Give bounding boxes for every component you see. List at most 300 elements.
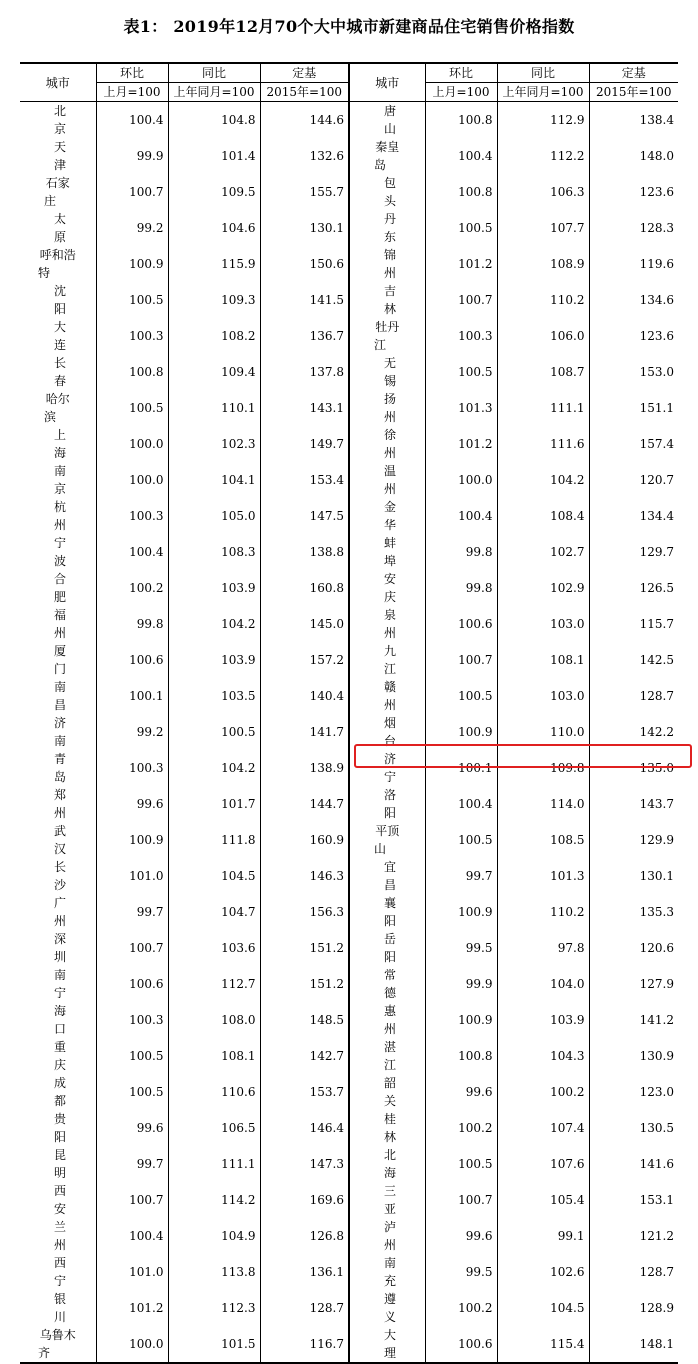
- cell-right-tongbi: 107.4: [497, 1110, 589, 1146]
- cell-left-dingji: 153.7: [260, 1074, 349, 1110]
- cell-right-huanbi: 100.4: [425, 786, 497, 822]
- cell-right-dingji: 120.7: [589, 462, 678, 498]
- cell-right-tongbi: 102.6: [497, 1254, 589, 1290]
- cell-right-huanbi: 100.6: [425, 1326, 497, 1363]
- cell-left-dingji: 130.1: [260, 210, 349, 246]
- header-huanbi-right: 环比: [425, 63, 497, 83]
- cell-left-city: 银川: [20, 1290, 96, 1326]
- cell-left-huanbi: 100.6: [96, 966, 168, 1002]
- cell-left-tongbi: 103.9: [168, 642, 260, 678]
- cell-left-city: 上海: [20, 426, 96, 462]
- cell-right-tongbi: 106.3: [497, 174, 589, 210]
- cell-left-dingji: 155.7: [260, 174, 349, 210]
- cell-left-city: 昆明: [20, 1146, 96, 1182]
- cell-left-dingji: 128.7: [260, 1290, 349, 1326]
- table-row: [20, 750, 678, 786]
- cell-right-city: 岳阳: [349, 930, 425, 966]
- cell-right-huanbi: 100.9: [425, 714, 497, 750]
- cell-left-tongbi: 112.7: [168, 966, 260, 1002]
- cell-left-dingji: 151.2: [260, 966, 349, 1002]
- cell-left-dingji: 148.5: [260, 1002, 349, 1038]
- cell-left-huanbi: 100.4: [96, 534, 168, 570]
- cell-right-city: 泸州: [349, 1218, 425, 1254]
- cell-right-huanbi: 100.4: [425, 498, 497, 534]
- cell-left-tongbi: 108.2: [168, 318, 260, 354]
- cell-right-city: 湛江: [349, 1038, 425, 1074]
- cell-right-city: 赣州: [349, 678, 425, 714]
- subheader-dingji-right: 2015年=100: [589, 83, 678, 102]
- cell-left-tongbi: 109.3: [168, 282, 260, 318]
- cell-left-dingji: 142.7: [260, 1038, 349, 1074]
- cell-right-tongbi: 108.5: [497, 822, 589, 858]
- cell-left-dingji: 140.4: [260, 678, 349, 714]
- cell-left-dingji: 160.9: [260, 822, 349, 858]
- table-row: [20, 966, 678, 1002]
- table-row: [20, 354, 678, 390]
- cell-right-tongbi: 107.6: [497, 1146, 589, 1182]
- cell-left-dingji: 136.1: [260, 1254, 349, 1290]
- cell-right-huanbi: 100.9: [425, 894, 497, 930]
- cell-left-dingji: 143.1: [260, 390, 349, 426]
- table-row: [20, 246, 678, 282]
- cell-left-huanbi: 100.5: [96, 390, 168, 426]
- cell-left-city: 济南: [20, 714, 96, 750]
- cell-right-dingji: 138.4: [589, 102, 678, 139]
- header-dingji-right: 定基: [589, 63, 678, 83]
- cell-left-city: 武汉: [20, 822, 96, 858]
- table-row: [20, 1146, 678, 1182]
- cell-left-city: 南宁: [20, 966, 96, 1002]
- cell-right-city: 扬州: [349, 390, 425, 426]
- cell-left-tongbi: 108.0: [168, 1002, 260, 1038]
- cell-left-city: 沈阳: [20, 282, 96, 318]
- cell-right-tongbi: 101.3: [497, 858, 589, 894]
- cell-left-huanbi: 100.8: [96, 354, 168, 390]
- cell-left-tongbi: 103.5: [168, 678, 260, 714]
- cell-left-huanbi: 99.9: [96, 138, 168, 174]
- cell-right-tongbi: 110.2: [497, 894, 589, 930]
- table-row: [20, 858, 678, 894]
- cell-left-huanbi: 100.6: [96, 642, 168, 678]
- cell-right-city: 襄阳: [349, 894, 425, 930]
- cell-right-tongbi: 112.2: [497, 138, 589, 174]
- table-row: [20, 570, 678, 606]
- cell-right-dingji: 142.2: [589, 714, 678, 750]
- cell-left-tongbi: 112.3: [168, 1290, 260, 1326]
- cell-right-city: 吉林: [349, 282, 425, 318]
- cell-left-dingji: 147.5: [260, 498, 349, 534]
- table-row: [20, 822, 678, 858]
- cell-left-city: 兰州: [20, 1218, 96, 1254]
- cell-left-tongbi: 104.7: [168, 894, 260, 930]
- cell-right-dingji: 123.6: [589, 174, 678, 210]
- cell-right-tongbi: 115.4: [497, 1326, 589, 1363]
- table-row: [20, 210, 678, 246]
- cell-left-city: 太原: [20, 210, 96, 246]
- cell-left-city: 哈尔滨: [20, 390, 96, 426]
- cell-right-dingji: 119.6: [589, 246, 678, 282]
- cell-left-city: 广州: [20, 894, 96, 930]
- cell-left-dingji: 153.4: [260, 462, 349, 498]
- cell-left-city: 青岛: [20, 750, 96, 786]
- cell-right-tongbi: 111.6: [497, 426, 589, 462]
- cell-left-huanbi: 100.3: [96, 498, 168, 534]
- cell-left-city: 乌鲁木齐: [20, 1326, 96, 1363]
- cell-left-dingji: 126.8: [260, 1218, 349, 1254]
- cell-right-dingji: 129.7: [589, 534, 678, 570]
- cell-left-dingji: 146.3: [260, 858, 349, 894]
- cell-left-city: 贵阳: [20, 1110, 96, 1146]
- cell-left-tongbi: 110.6: [168, 1074, 260, 1110]
- cell-right-dingji: 151.1: [589, 390, 678, 426]
- table-row: [20, 282, 678, 318]
- cell-left-tongbi: 104.2: [168, 750, 260, 786]
- cell-left-tongbi: 104.8: [168, 102, 260, 139]
- cell-left-huanbi: 100.5: [96, 282, 168, 318]
- cell-left-city: 西安: [20, 1182, 96, 1218]
- header-dingji: 定基: [260, 63, 349, 83]
- cell-left-huanbi: 100.7: [96, 930, 168, 966]
- cell-right-city: 遵义: [349, 1290, 425, 1326]
- cell-left-huanbi: 101.0: [96, 858, 168, 894]
- cell-right-dingji: 115.7: [589, 606, 678, 642]
- cell-right-city: 济宁: [349, 750, 425, 786]
- cell-right-huanbi: 100.9: [425, 1002, 497, 1038]
- cell-right-huanbi: 100.7: [425, 282, 497, 318]
- cell-left-dingji: 132.6: [260, 138, 349, 174]
- table-row: [20, 318, 678, 354]
- cell-left-city: 北京: [20, 102, 96, 139]
- page-title: 表1： 2019年12月70个大中城市新建商品住宅销售价格指数: [123, 17, 575, 36]
- cell-right-huanbi: 100.8: [425, 102, 497, 139]
- cell-left-tongbi: 108.3: [168, 534, 260, 570]
- cell-right-dingji: 130.9: [589, 1038, 678, 1074]
- cell-right-city: 韶关: [349, 1074, 425, 1110]
- subheader-huanbi: 上月=100: [96, 83, 168, 102]
- cell-right-dingji: 157.4: [589, 426, 678, 462]
- cell-left-tongbi: 104.2: [168, 606, 260, 642]
- subheader-tongbi-right: 上年同月=100: [497, 83, 589, 102]
- cell-left-huanbi: 100.3: [96, 750, 168, 786]
- header-tongbi: 同比: [168, 63, 260, 83]
- cell-left-tongbi: 103.9: [168, 570, 260, 606]
- cell-left-huanbi: 99.2: [96, 714, 168, 750]
- cell-left-tongbi: 109.5: [168, 174, 260, 210]
- table-row: [20, 1326, 678, 1363]
- cell-left-huanbi: 100.4: [96, 1218, 168, 1254]
- cell-right-huanbi: 101.2: [425, 246, 497, 282]
- cell-right-tongbi: 110.0: [497, 714, 589, 750]
- cell-right-dingji: 120.6: [589, 930, 678, 966]
- cell-left-city: 大连: [20, 318, 96, 354]
- cell-left-dingji: 144.7: [260, 786, 349, 822]
- cell-right-huanbi: 99.7: [425, 858, 497, 894]
- cell-left-dingji: 141.5: [260, 282, 349, 318]
- cell-right-dingji: 126.5: [589, 570, 678, 606]
- cell-left-dingji: 141.7: [260, 714, 349, 750]
- cell-right-huanbi: 100.6: [425, 606, 497, 642]
- cell-right-dingji: 153.0: [589, 354, 678, 390]
- cell-right-city: 丹东: [349, 210, 425, 246]
- cell-right-tongbi: 108.4: [497, 498, 589, 534]
- cell-right-tongbi: 102.9: [497, 570, 589, 606]
- cell-right-tongbi: 104.5: [497, 1290, 589, 1326]
- cell-right-city: 惠州: [349, 1002, 425, 1038]
- cell-right-huanbi: 100.2: [425, 1110, 497, 1146]
- cell-right-huanbi: 100.4: [425, 138, 497, 174]
- cell-left-huanbi: 99.7: [96, 1146, 168, 1182]
- cell-left-dingji: 116.7: [260, 1326, 349, 1363]
- cell-left-tongbi: 110.1: [168, 390, 260, 426]
- cell-right-huanbi: 100.5: [425, 678, 497, 714]
- cell-left-tongbi: 109.4: [168, 354, 260, 390]
- cell-left-tongbi: 106.5: [168, 1110, 260, 1146]
- cell-right-tongbi: 108.1: [497, 642, 589, 678]
- header-huanbi: 环比: [96, 63, 168, 83]
- subheader-huanbi-right: 上月=100: [425, 83, 497, 102]
- cell-right-dingji: 141.2: [589, 1002, 678, 1038]
- cell-left-dingji: 138.8: [260, 534, 349, 570]
- cell-right-dingji: 134.6: [589, 282, 678, 318]
- cell-left-city: 重庆: [20, 1038, 96, 1074]
- cell-right-huanbi: 100.1: [425, 750, 497, 786]
- table-row: [20, 498, 678, 534]
- cell-right-dingji: 128.7: [589, 678, 678, 714]
- table-row: [20, 1002, 678, 1038]
- table-row: [20, 102, 678, 139]
- cell-right-dingji: 135.3: [589, 894, 678, 930]
- table-row: [20, 1110, 678, 1146]
- cell-left-dingji: 137.8: [260, 354, 349, 390]
- cell-left-huanbi: 100.3: [96, 1002, 168, 1038]
- cell-right-dingji: 134.4: [589, 498, 678, 534]
- cell-right-dingji: 123.6: [589, 318, 678, 354]
- table-row: [20, 174, 678, 210]
- cell-right-city: 金华: [349, 498, 425, 534]
- cell-right-city: 无锡: [349, 354, 425, 390]
- cell-right-city: 宜昌: [349, 858, 425, 894]
- cell-right-city: 安庆: [349, 570, 425, 606]
- cell-right-dingji: 142.5: [589, 642, 678, 678]
- table-row: [20, 426, 678, 462]
- cell-left-dingji: 146.4: [260, 1110, 349, 1146]
- cell-right-huanbi: 100.8: [425, 1038, 497, 1074]
- cell-right-tongbi: 104.3: [497, 1038, 589, 1074]
- cell-left-city: 天津: [20, 138, 96, 174]
- cell-left-dingji: 156.3: [260, 894, 349, 930]
- cell-left-tongbi: 104.9: [168, 1218, 260, 1254]
- cell-right-tongbi: 111.1: [497, 390, 589, 426]
- cell-left-huanbi: 100.9: [96, 822, 168, 858]
- cell-left-city: 成都: [20, 1074, 96, 1110]
- cell-left-huanbi: 100.0: [96, 426, 168, 462]
- cell-left-huanbi: 100.0: [96, 1326, 168, 1363]
- cell-right-city: 秦皇岛: [349, 138, 425, 174]
- cell-left-dingji: 138.9: [260, 750, 349, 786]
- cell-right-city: 烟台: [349, 714, 425, 750]
- cell-left-city: 石家庄: [20, 174, 96, 210]
- table-body: [20, 102, 678, 1364]
- cell-left-city: 深圳: [20, 930, 96, 966]
- cell-right-dingji: 153.1: [589, 1182, 678, 1218]
- cell-right-city: 包头: [349, 174, 425, 210]
- cell-right-tongbi: 108.9: [497, 246, 589, 282]
- cell-left-dingji: 160.8: [260, 570, 349, 606]
- cell-right-dingji: 135.0: [589, 750, 678, 786]
- cell-left-tongbi: 102.3: [168, 426, 260, 462]
- cell-right-city: 锦州: [349, 246, 425, 282]
- cell-right-city: 温州: [349, 462, 425, 498]
- cell-left-city: 呼和浩特: [20, 246, 96, 282]
- cell-right-tongbi: 102.7: [497, 534, 589, 570]
- cell-right-huanbi: 100.5: [425, 210, 497, 246]
- cell-right-tongbi: 114.0: [497, 786, 589, 822]
- table-row: [20, 714, 678, 750]
- cell-right-huanbi: 99.5: [425, 1254, 497, 1290]
- cell-left-city: 福州: [20, 606, 96, 642]
- cell-right-tongbi: 105.4: [497, 1182, 589, 1218]
- cell-right-city: 桂林: [349, 1110, 425, 1146]
- cell-left-huanbi: 100.9: [96, 246, 168, 282]
- cell-left-tongbi: 104.1: [168, 462, 260, 498]
- cell-right-huanbi: 100.8: [425, 174, 497, 210]
- cell-left-dingji: 149.7: [260, 426, 349, 462]
- cell-right-huanbi: 99.9: [425, 966, 497, 1002]
- table-row: [20, 1038, 678, 1074]
- cell-right-city: 徐州: [349, 426, 425, 462]
- cell-left-huanbi: 99.6: [96, 786, 168, 822]
- cell-right-city: 洛阳: [349, 786, 425, 822]
- cell-right-dingji: 130.5: [589, 1110, 678, 1146]
- table-row: [20, 534, 678, 570]
- table-row: [20, 390, 678, 426]
- cell-right-huanbi: 100.3: [425, 318, 497, 354]
- cell-left-dingji: 151.2: [260, 930, 349, 966]
- cell-right-tongbi: 103.0: [497, 606, 589, 642]
- cell-right-city: 常德: [349, 966, 425, 1002]
- table-row: [20, 1254, 678, 1290]
- table-row: [20, 930, 678, 966]
- cell-right-dingji: 123.0: [589, 1074, 678, 1110]
- cell-right-dingji: 128.3: [589, 210, 678, 246]
- cell-right-city: 南充: [349, 1254, 425, 1290]
- cell-left-dingji: 169.6: [260, 1182, 349, 1218]
- cell-left-tongbi: 111.8: [168, 822, 260, 858]
- cell-left-city: 杭州: [20, 498, 96, 534]
- header-city: 城市: [20, 63, 96, 102]
- table-row: [20, 462, 678, 498]
- cell-left-tongbi: 100.5: [168, 714, 260, 750]
- cell-right-tongbi: 107.7: [497, 210, 589, 246]
- cell-left-dingji: 136.7: [260, 318, 349, 354]
- table-row: [20, 1218, 678, 1254]
- cell-left-huanbi: 100.0: [96, 462, 168, 498]
- cell-left-huanbi: 100.5: [96, 1038, 168, 1074]
- subheader-tongbi: 上年同月=100: [168, 83, 260, 102]
- table-row: [20, 1182, 678, 1218]
- cell-left-tongbi: 103.6: [168, 930, 260, 966]
- cell-left-tongbi: 115.9: [168, 246, 260, 282]
- cell-right-tongbi: 106.0: [497, 318, 589, 354]
- cell-left-tongbi: 105.0: [168, 498, 260, 534]
- cell-right-huanbi: 100.0: [425, 462, 497, 498]
- header-city-right: 城市: [349, 63, 425, 102]
- cell-right-huanbi: 100.7: [425, 642, 497, 678]
- cell-right-city: 平顶山: [349, 822, 425, 858]
- cell-right-city: 牡丹江: [349, 318, 425, 354]
- cell-right-tongbi: 109.8: [497, 750, 589, 786]
- cell-right-huanbi: 99.6: [425, 1218, 497, 1254]
- cell-left-tongbi: 114.2: [168, 1182, 260, 1218]
- cell-left-tongbi: 108.1: [168, 1038, 260, 1074]
- cell-left-city: 郑州: [20, 786, 96, 822]
- table-row: [20, 606, 678, 642]
- cell-left-huanbi: 99.6: [96, 1110, 168, 1146]
- cell-right-city: 大理: [349, 1326, 425, 1363]
- cell-left-huanbi: 101.2: [96, 1290, 168, 1326]
- cell-right-huanbi: 100.5: [425, 1146, 497, 1182]
- table-row: [20, 1290, 678, 1326]
- cell-right-city: 三亚: [349, 1182, 425, 1218]
- cell-right-tongbi: 97.8: [497, 930, 589, 966]
- cell-left-city: 南昌: [20, 678, 96, 714]
- table-row: [20, 894, 678, 930]
- cell-left-city: 长春: [20, 354, 96, 390]
- cell-right-tongbi: 110.2: [497, 282, 589, 318]
- cell-left-huanbi: 99.8: [96, 606, 168, 642]
- cell-right-dingji: 148.0: [589, 138, 678, 174]
- cell-left-huanbi: 100.4: [96, 102, 168, 139]
- cell-left-huanbi: 101.0: [96, 1254, 168, 1290]
- cell-left-city: 南京: [20, 462, 96, 498]
- cell-left-tongbi: 104.5: [168, 858, 260, 894]
- table-row: [20, 138, 678, 174]
- cell-left-city: 宁波: [20, 534, 96, 570]
- cell-left-tongbi: 113.8: [168, 1254, 260, 1290]
- cell-right-tongbi: 108.7: [497, 354, 589, 390]
- cell-right-city: 泉州: [349, 606, 425, 642]
- cell-right-huanbi: 100.5: [425, 354, 497, 390]
- table-row: [20, 786, 678, 822]
- cell-right-huanbi: 99.6: [425, 1074, 497, 1110]
- table-row: [20, 642, 678, 678]
- cell-left-huanbi: 100.1: [96, 678, 168, 714]
- cell-right-huanbi: 99.8: [425, 534, 497, 570]
- cell-left-dingji: 144.6: [260, 102, 349, 139]
- cell-right-city: 九江: [349, 642, 425, 678]
- cell-right-huanbi: 101.2: [425, 426, 497, 462]
- cell-right-city: 蚌埠: [349, 534, 425, 570]
- cell-right-dingji: 148.1: [589, 1326, 678, 1363]
- cell-right-dingji: 141.6: [589, 1146, 678, 1182]
- cell-left-huanbi: 99.7: [96, 894, 168, 930]
- cell-left-city: 厦门: [20, 642, 96, 678]
- cell-right-tongbi: 99.1: [497, 1218, 589, 1254]
- cell-right-dingji: 129.9: [589, 822, 678, 858]
- cell-right-huanbi: 99.5: [425, 930, 497, 966]
- table-row: [20, 678, 678, 714]
- cell-left-dingji: 145.0: [260, 606, 349, 642]
- cell-right-tongbi: 104.2: [497, 462, 589, 498]
- cell-left-huanbi: 99.2: [96, 210, 168, 246]
- cell-right-dingji: 143.7: [589, 786, 678, 822]
- cell-right-dingji: 127.9: [589, 966, 678, 1002]
- cell-right-dingji: 121.2: [589, 1218, 678, 1254]
- cell-left-dingji: 157.2: [260, 642, 349, 678]
- cell-right-tongbi: 103.0: [497, 678, 589, 714]
- table-row: [20, 1074, 678, 1110]
- header-tongbi-right: 同比: [497, 63, 589, 83]
